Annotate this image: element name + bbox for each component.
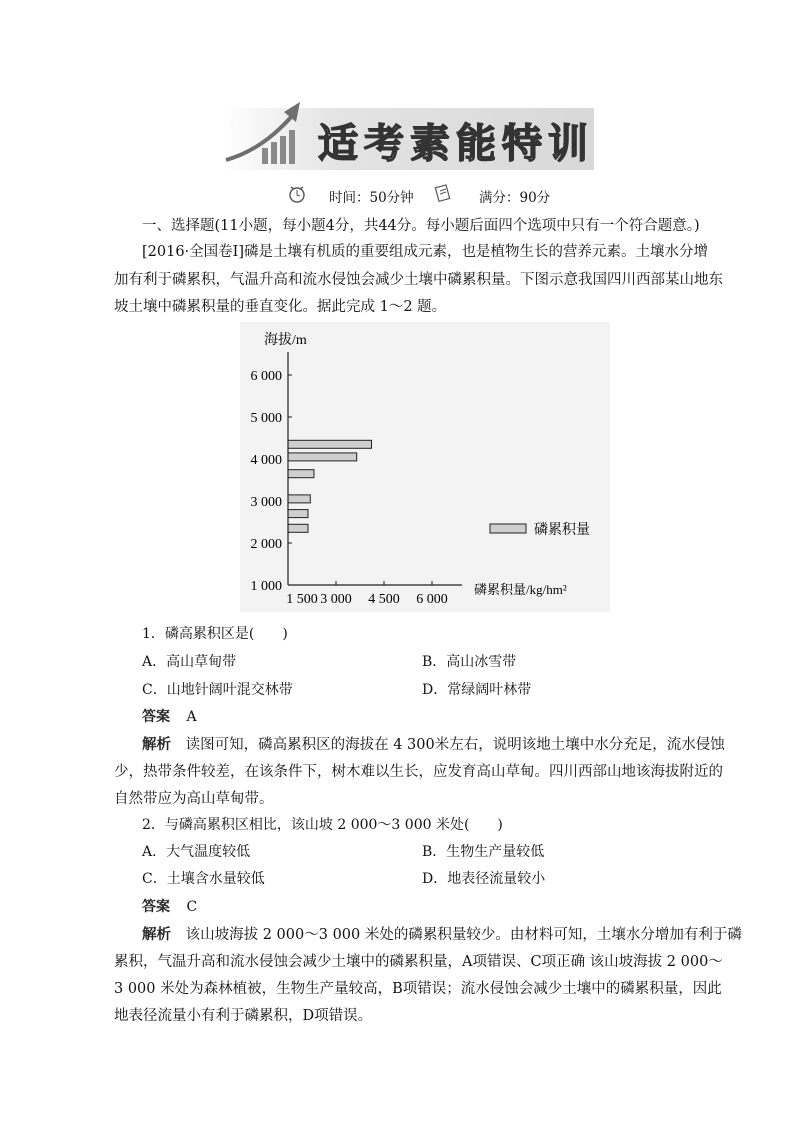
q2-answer (142, 896, 197, 916)
q1-stem: 1．磷高累积区是( ) (142, 626, 288, 642)
analysis-label: 解析 (142, 926, 171, 943)
legend-label: 磷累积量 (534, 523, 590, 538)
x-tick-label: 6 000 (416, 592, 448, 607)
bar (288, 524, 308, 532)
q1-analysis-line-3: 自然带应为高山草甸带。 (114, 791, 274, 807)
bar (288, 470, 314, 478)
q1-option-c: C．山地针阔叶混交林带 (142, 682, 293, 698)
analysis-text: 该山坡海拔 2 000～3 000 米处的磷累积量较少。由材料可知，土壤水分增加有利于磷 (185, 927, 742, 943)
answer-label: 答案 (142, 899, 170, 915)
q1-analysis-line-1 (142, 733, 725, 754)
full-score: 满分：90分 (479, 190, 551, 206)
q2-analysis-line-2: 累积，气温升高和流水侵蚀会减少土壤中的磷累积量，A项错误、C项正确 该山坡海拔 2 000～ (114, 954, 723, 970)
q2-stem: 2．与磷高累积区相比，该山坡 2 000～3 000 米处( ) (142, 817, 503, 833)
x-tick-label: 3 000 (320, 592, 352, 607)
y-tick-label: 2 000 (250, 537, 282, 552)
chart-svg (240, 322, 610, 612)
q2-analysis-line-1 (142, 923, 742, 944)
q1-option-d: D．常绿阔叶林带 (422, 682, 532, 698)
analysis-label: 解析 (142, 736, 171, 753)
bar (288, 453, 357, 461)
x-tick-label: 1 500 (286, 592, 318, 607)
q1-analysis-line-2: 少，热带条件较差，在该条件下，树木难以生长，应发育高山草甸。四川西部山地该海拔附近的 (114, 764, 723, 780)
intro-line-2: 加有利于磷累积，气温升高和流水侵蚀会减少土壤中磷累积量。下图示意我国四川西部某山地东 (114, 272, 723, 288)
q1-option-a: A．高山草甸带 (142, 654, 237, 670)
x-axis-label: 磷累积量/kg/hm² (474, 582, 567, 597)
q2-analysis-line-4: 地表径流量小有利于磷累积，D项错误。 (114, 1008, 373, 1024)
y-axis-label: 海拔/m (264, 333, 307, 348)
q2-option-c: C．土壤含水量较低 (142, 871, 265, 887)
q1-answer (142, 706, 197, 726)
q2-analysis-line-3: 3 000 米处为森林植被，生物生产量较高，B项错误；流水侵蚀会减少土壤中的磷累积量，因此 (114, 981, 722, 997)
analysis-text: 读图可知，磷高累积区的海拔在 4 300米左右，说明该地土壤中水分充足，流水侵蚀 (185, 737, 725, 753)
y-tick-label: 1 000 (250, 579, 282, 594)
y-tick-label: 6 000 (250, 369, 282, 384)
paper-icon (433, 183, 453, 207)
q1-option-b: B．高山冰雪带 (422, 654, 517, 670)
bar (288, 510, 308, 518)
phosphorus-chart (240, 322, 610, 616)
q2-option-b: B．生物生产量较低 (422, 844, 545, 860)
legend-swatch (490, 524, 526, 533)
clock-icon (287, 184, 307, 208)
intro-line-1: [2016·全国卷Ⅰ]磷是土壤有机质的重要组成元素，也是植物生长的营养元素。土壤水分增 (142, 244, 709, 260)
answer-value: A (186, 709, 197, 725)
time-limit: 时间：50分钟 (329, 190, 414, 206)
x-tick-label: 4 500 (368, 592, 400, 607)
bar (288, 495, 310, 503)
intro-line-3: 坡土壤中磷累积量的垂直变化。据此完成 1～2 题。 (114, 299, 447, 315)
q2-option-a: A．大气温度较低 (142, 844, 251, 860)
section-heading: 一、选择题(11小题，每小题4分，共44分。每小题后面四个选项中只有一个符合题意。) (142, 218, 700, 234)
y-tick-label: 3 000 (250, 495, 282, 510)
q2-option-d: D．地表径流量较小 (422, 871, 546, 887)
y-tick-label: 5 000 (250, 411, 282, 426)
y-tick-label: 4 000 (250, 453, 282, 468)
answer-value: C (186, 899, 198, 915)
bar (288, 440, 372, 448)
answer-label: 答案 (142, 709, 170, 725)
banner-title: 适考素能特训 (318, 120, 594, 167)
header-banner (222, 98, 594, 182)
